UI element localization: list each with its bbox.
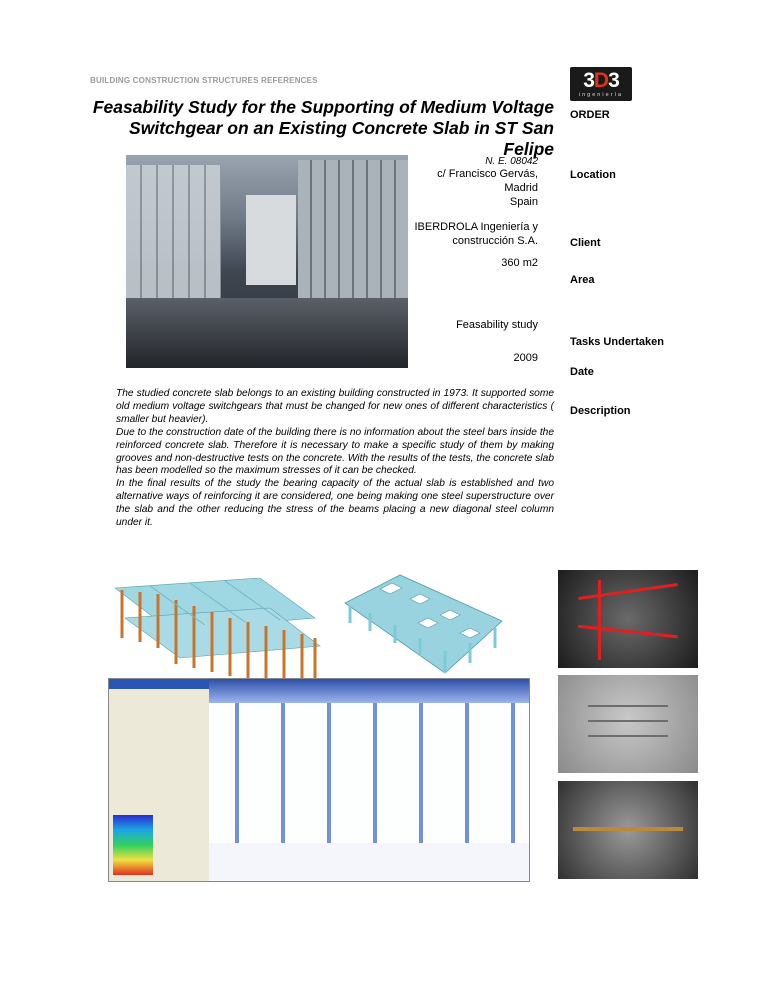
label-area: Area	[570, 274, 595, 286]
order-number: N. E. 08042	[485, 156, 538, 167]
structure-3d-model-image	[110, 578, 322, 686]
label-date: Date	[570, 366, 594, 378]
switchgear-room-photo	[126, 155, 408, 368]
tasks-value: Feasability study	[456, 319, 538, 331]
description-text	[116, 388, 554, 530]
section-label: BUILDING CONSTRUCTION STRUCTURES REFERENCES	[90, 76, 318, 85]
location-city: Madrid	[504, 182, 538, 194]
description-paragraph: In the final results of the study the bearing capacity of the actual slab is established and two alternative ways of reinforcing it are considered, one being making one steel superstructure over the slab and the other reducing the stress of the beams placing a new diagonal steel column under it.	[116, 478, 554, 529]
label-tasks: Tasks Undertaken	[570, 336, 664, 348]
label-description: Description	[570, 405, 631, 417]
location-street: c/ Francisco Gervás,	[437, 168, 538, 180]
label-location: Location	[570, 169, 616, 181]
software-side-panel	[109, 679, 209, 881]
exposed-rebar-photo	[558, 781, 698, 879]
description-paragraph: Due to the construction date of the building there is no information about the steel bars inside the reinforced concrete slab. Therefore it is necessary to make a specific study of them by making grooves and non-destructive tests on the concrete. With the results of the tests, the concrete slab has been modelled so the maximum stresses of it can be checked.	[116, 426, 554, 477]
label-order: ORDER	[570, 109, 610, 121]
date-value: 2009	[513, 352, 538, 364]
page-title: Feasability Study for the Supporting of Medium Voltage Switchgear on an Existing Concrete Slab in ST San Felipe	[92, 97, 554, 159]
color-scale-legend	[113, 815, 153, 875]
description-paragraph: The studied concrete slab belongs to an existing building constructed in 1973. It supported some old medium voltage switchgears that must be changed for new ones of different characteristics ( smaller but heavier).	[116, 388, 554, 425]
groove-inspection-photo	[558, 570, 698, 668]
stress-contour-map	[209, 679, 529, 881]
area-value: 360 m2	[501, 257, 538, 269]
slab-surface-photo	[558, 675, 698, 773]
label-client: Client	[570, 237, 601, 249]
stress-analysis-screenshot	[108, 678, 530, 882]
client-name-line2: construcción S.A.	[452, 235, 538, 247]
client-name-line1: IBERDROLA Ingeniería y	[414, 221, 538, 233]
location-country: Spain	[509, 196, 538, 208]
slab-3d-model-image	[340, 573, 506, 685]
company-logo: 3D3 ingeniería	[570, 67, 632, 101]
